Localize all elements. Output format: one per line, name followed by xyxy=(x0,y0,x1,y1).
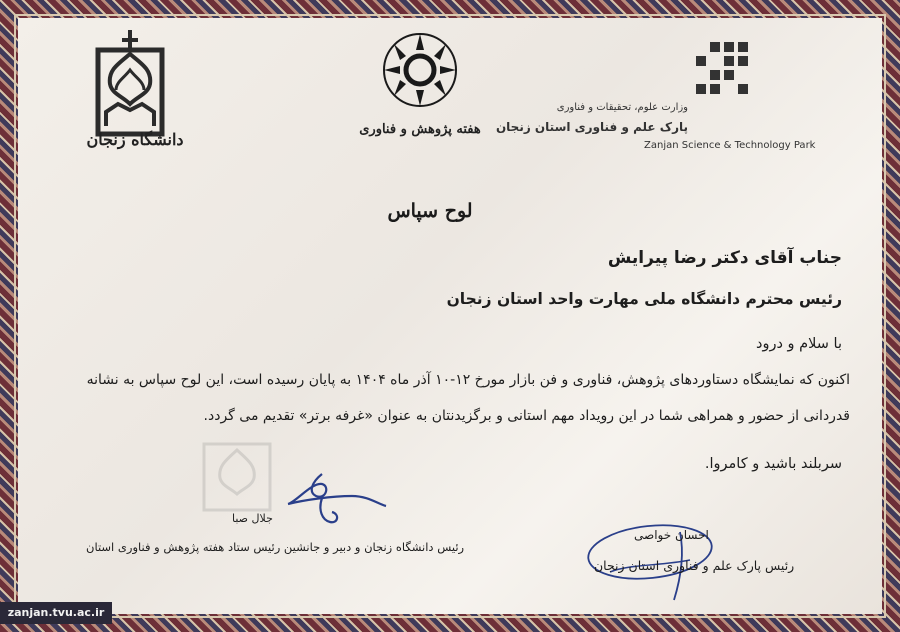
body-line-2: قدردانی از حضور و همراهی شما در این رویداد مهم استانی و برگزیدنتان به عنوان «غرفه برتر» تقدیم می گردد. xyxy=(203,408,850,424)
left-signer-name: جلال صبا xyxy=(232,512,273,525)
left-logo-caption: دانشگاه زنجان xyxy=(86,130,184,149)
park-name-fa: پارک علم و فناوری استان زنجان xyxy=(495,120,688,134)
recipient-line: جناب آقای دکتر رضا پیرایش xyxy=(607,248,842,268)
university-of-zanjan-logo xyxy=(78,20,178,180)
right-signer-title: رئیس پارک علم و فناوری استان زنجان xyxy=(594,558,795,573)
role-line: رئیس محترم دانشگاه ملی مهارت واحد استان زنجان xyxy=(446,290,842,308)
source-watermark-badge: zanjan.tvu.ac.ir xyxy=(0,602,112,624)
greeting-line: با سلام و درود xyxy=(756,336,842,352)
research-week-logo xyxy=(360,20,480,170)
left-signer-title: رئیس دانشگاه زنجان و دبیر و جانشین رئیس ستاد هفته پژوهش و فناوری استان xyxy=(86,540,465,554)
body-line-1: اکنون که نمایشگاه دستاوردهای پژوهش، فناوری و فن بازار مورخ ۱۲-۱۰ آذر ماه ۱۴۰۴ به پایان رسیده است، این لوح سپاس به نشانه xyxy=(86,372,850,388)
closing-line: سربلند باشید و کامروا. xyxy=(704,456,842,472)
middle-logo-caption: هفته پژوهش و فناوری xyxy=(359,122,481,137)
left-signature xyxy=(282,466,392,536)
watermark-logo xyxy=(196,430,282,522)
park-name-en: Zanjan Science & Technology Park xyxy=(644,140,816,151)
certificate-title: لوح سپاس xyxy=(387,200,473,222)
right-signer-name: احسان خواصی xyxy=(634,528,709,542)
ministry-label: وزارت علوم، تحقیقات و فناوری xyxy=(556,102,688,113)
